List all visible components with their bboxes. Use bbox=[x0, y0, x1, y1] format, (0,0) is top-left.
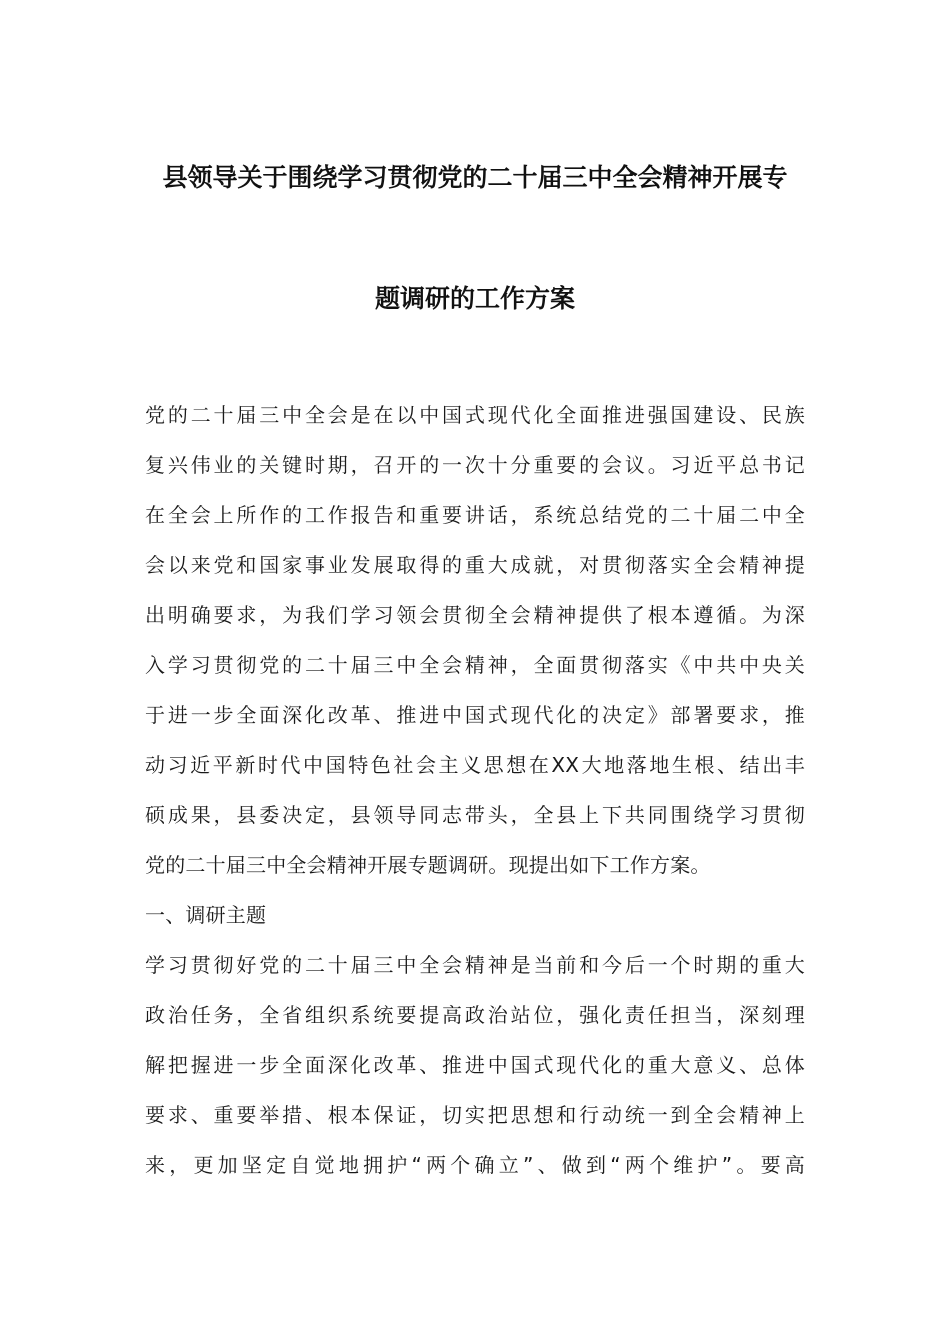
paragraph-line: 党的二十届三中全会是在以中国式现代化全面推进强国建设、民族 bbox=[145, 403, 805, 427]
paragraph-line: 会以来党和国家事业发展取得的重大成就，对贯彻落实全会精神提 bbox=[145, 553, 805, 577]
paragraph-line: 出明确要求，为我们学习领会贯彻全会精神提供了根本遵循。为深 bbox=[145, 603, 805, 627]
paragraph-line: 硕成果，县委决定，县领导同志带头，全县上下共同围绕学习贯彻 bbox=[145, 803, 805, 827]
paragraph-line: 复兴伟业的关键时期，召开的一次十分重要的会议。习近平总书记 bbox=[145, 453, 805, 477]
document-title-line-1: 县领导关于围绕学习贯彻党的二十届三中全会精神开展专 bbox=[162, 163, 788, 192]
paragraph-line: 解把握进一步全面深化改革、推进中国式现代化的重大意义、总体 bbox=[145, 1053, 805, 1077]
paragraph-line: 学习贯彻好党的二十届三中全会精神是当前和今后一个时期的重大 bbox=[145, 953, 805, 977]
paragraph-line: 来，更加坚定自觉地拥护“两个确立”、做到“两个维护”。要高 bbox=[145, 1153, 805, 1177]
paragraph-line: 入学习贯彻党的二十届三中全会精神，全面贯彻落实《中共中央关 bbox=[145, 653, 805, 677]
paragraph-line: 党的二十届三中全会精神开展专题调研。现提出如下工作方案。 bbox=[145, 853, 711, 877]
paragraph-line: 在全会上所作的工作报告和重要讲话，系统总结党的二十届二中全 bbox=[145, 503, 805, 527]
document-title-line-2: 题调研的工作方案 bbox=[374, 284, 575, 313]
paragraph-line: 政治任务，全省组织系统要提高政治站位，强化责任担当，深刻理 bbox=[145, 1003, 805, 1027]
paragraph-line: 要求、重要举措、根本保证，切实把思想和行动统一到全会精神上 bbox=[145, 1103, 805, 1127]
section-heading: 一、调研主题 bbox=[145, 903, 267, 927]
paragraph-line: 动习近平新时代中国特色社会主义思想在XX大地落地生根、结出丰 bbox=[145, 753, 805, 777]
paragraph-line: 于进一步全面深化改革、推进中国式现代化的决定》部署要求，推 bbox=[145, 703, 805, 727]
